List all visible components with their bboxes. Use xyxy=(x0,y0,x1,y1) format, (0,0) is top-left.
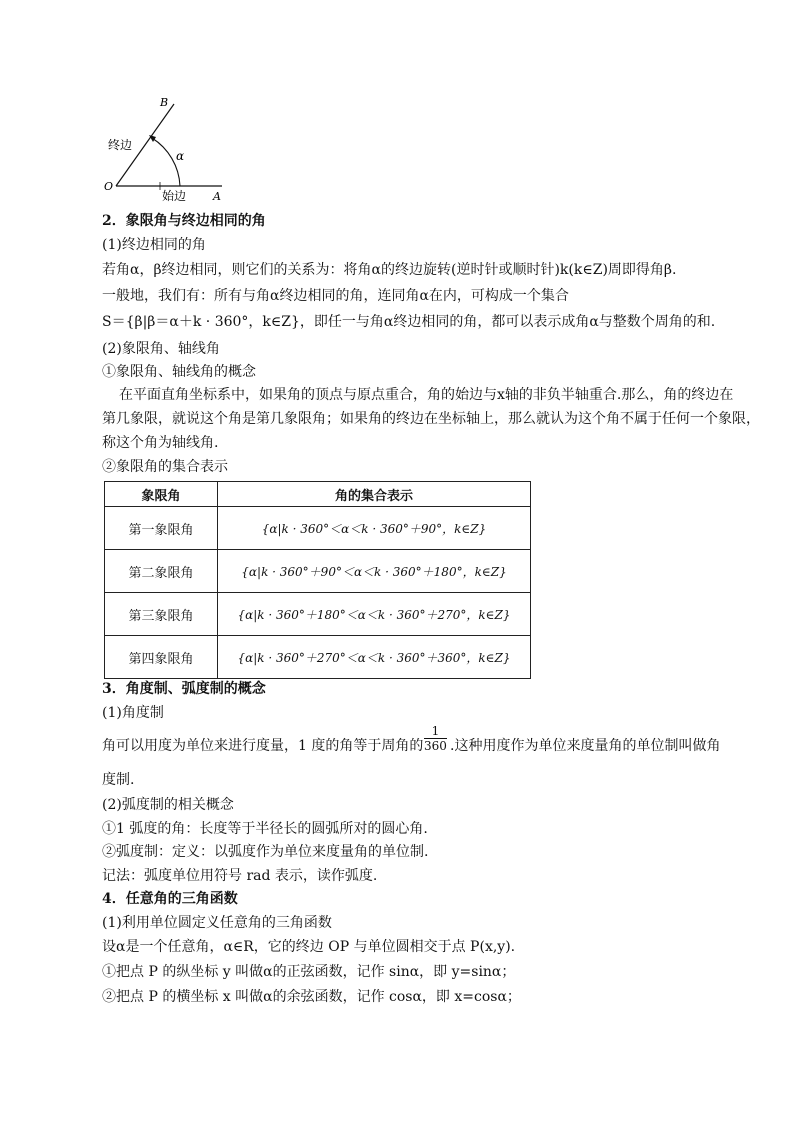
table-row xyxy=(105,593,531,636)
label-initial-side: 始边 xyxy=(162,189,187,203)
list-item: ①象限角、轴线角的概念 xyxy=(102,364,256,380)
paragraph: 设α是一个任意角，α∈R，它的终边 OP 与单位圆相交于点 P(x,y). xyxy=(102,939,516,955)
quadrant-name-cell: 第三象限角 xyxy=(105,593,218,636)
paragraph: 一般地，我们有：所有与角α终边相同的角，连同角α在内，可构成一个集合 xyxy=(102,288,569,304)
paragraph: 第几象限，就说这个角是第几象限角；如果角的终边在坐标轴上，那么就认为这个角不属于任何一个象限， xyxy=(102,411,760,427)
label-a: A xyxy=(213,190,221,203)
fraction-one-over-360 xyxy=(424,724,447,753)
list-item: ②弧度制：定义：以弧度作为单位来度量角的单位制. xyxy=(102,844,429,860)
table-row xyxy=(105,507,531,550)
quadrant-set-cell: {α|k · 360°＜α＜k · 360°＋90°，k∈Z} xyxy=(218,507,531,550)
label-alpha: α xyxy=(176,149,185,163)
quadrant-angle-table xyxy=(104,481,531,679)
list-item: ①把点 P 的纵坐标 y 叫做α的正弦函数，记作 sinα，即 y=sinα； xyxy=(102,964,516,980)
paragraph: 度制. xyxy=(102,772,135,788)
list-item: ①1 弧度的角：长度等于半径长的圆弧所对的圆心角. xyxy=(102,821,428,837)
section-2-sub-2: (2)象限角、轴线角 xyxy=(102,341,220,357)
quadrant-set-cell: {α|k · 360°＋90°＜α＜k · 360°＋180°，k∈Z} xyxy=(218,550,531,593)
section-3-sub-1: (1)角度制 xyxy=(102,705,164,721)
section-3-sub-2: (2)弧度制的相关概念 xyxy=(102,797,234,813)
fraction-numerator: 1 xyxy=(424,724,447,739)
list-item: ②把点 P 的横坐标 x 叫做α的余弦函数，记作 cosα，即 x=cosα； xyxy=(102,989,521,1005)
quadrant-name-cell: 第一象限角 xyxy=(105,507,218,550)
paragraph-part-b: .这种用度作为单位来度量角的单位制叫做角 xyxy=(450,738,721,754)
label-o: O xyxy=(104,180,114,193)
table-row xyxy=(105,636,531,679)
set-formula-paragraph: S＝{β|β＝α＋k · 360°，k∈Z}，即任一与角α终边相同的角，都可以表示成角α与整数个周角的和. xyxy=(102,314,716,330)
list-item: ②象限角的集合表示 xyxy=(102,459,228,475)
table-row xyxy=(105,550,531,593)
section-2-heading: 2．象限角与终边相同的角 xyxy=(102,213,266,229)
label-terminal-side: 终边 xyxy=(108,138,133,152)
table-header-cell: 象限角 xyxy=(105,482,218,507)
section-4-heading: 4．任意角的三角函数 xyxy=(102,891,238,907)
table-header-row xyxy=(105,482,531,507)
section-2-sub-1: (1)终边相同的角 xyxy=(102,237,206,253)
label-b: B xyxy=(160,96,169,109)
quadrant-set-cell: {α|k · 360°＋180°＜α＜k · 360°＋270°，k∈Z} xyxy=(218,593,531,636)
paragraph: 若角α，β终边相同，则它们的关系为：将角α的终边旋转(逆时针或顺时针)k(k∈Z)周即得角β. xyxy=(102,262,677,278)
quadrant-set-cell: {α|k · 360°＋270°＜α＜k · 360°＋360°，k∈Z} xyxy=(218,636,531,679)
fraction-denominator: 360 xyxy=(424,739,447,753)
quadrant-name-cell: 第四象限角 xyxy=(105,636,218,679)
section-3-heading: 3．角度制、弧度制的概念 xyxy=(102,681,266,697)
paragraph-part-a: 角可以用度为单位来进行度量，1 度的角等于周角的 xyxy=(102,738,424,754)
paragraph: 称这个角为轴线角. xyxy=(102,435,219,451)
paragraph: 在平面直角坐标系中，如果角的顶点与原点重合，角的始边与x轴的非负半轴重合.那么，角的终边在 xyxy=(119,387,734,403)
note: 记法：弧度单位用符号 rad 表示，读作弧度. xyxy=(102,868,378,884)
table-header-cell: 角的集合表示 xyxy=(218,482,531,507)
angle-figure xyxy=(100,92,230,204)
quadrant-name-cell: 第二象限角 xyxy=(105,550,218,593)
section-4-sub-1: (1)利用单位圆定义任意角的三角函数 xyxy=(102,915,332,931)
